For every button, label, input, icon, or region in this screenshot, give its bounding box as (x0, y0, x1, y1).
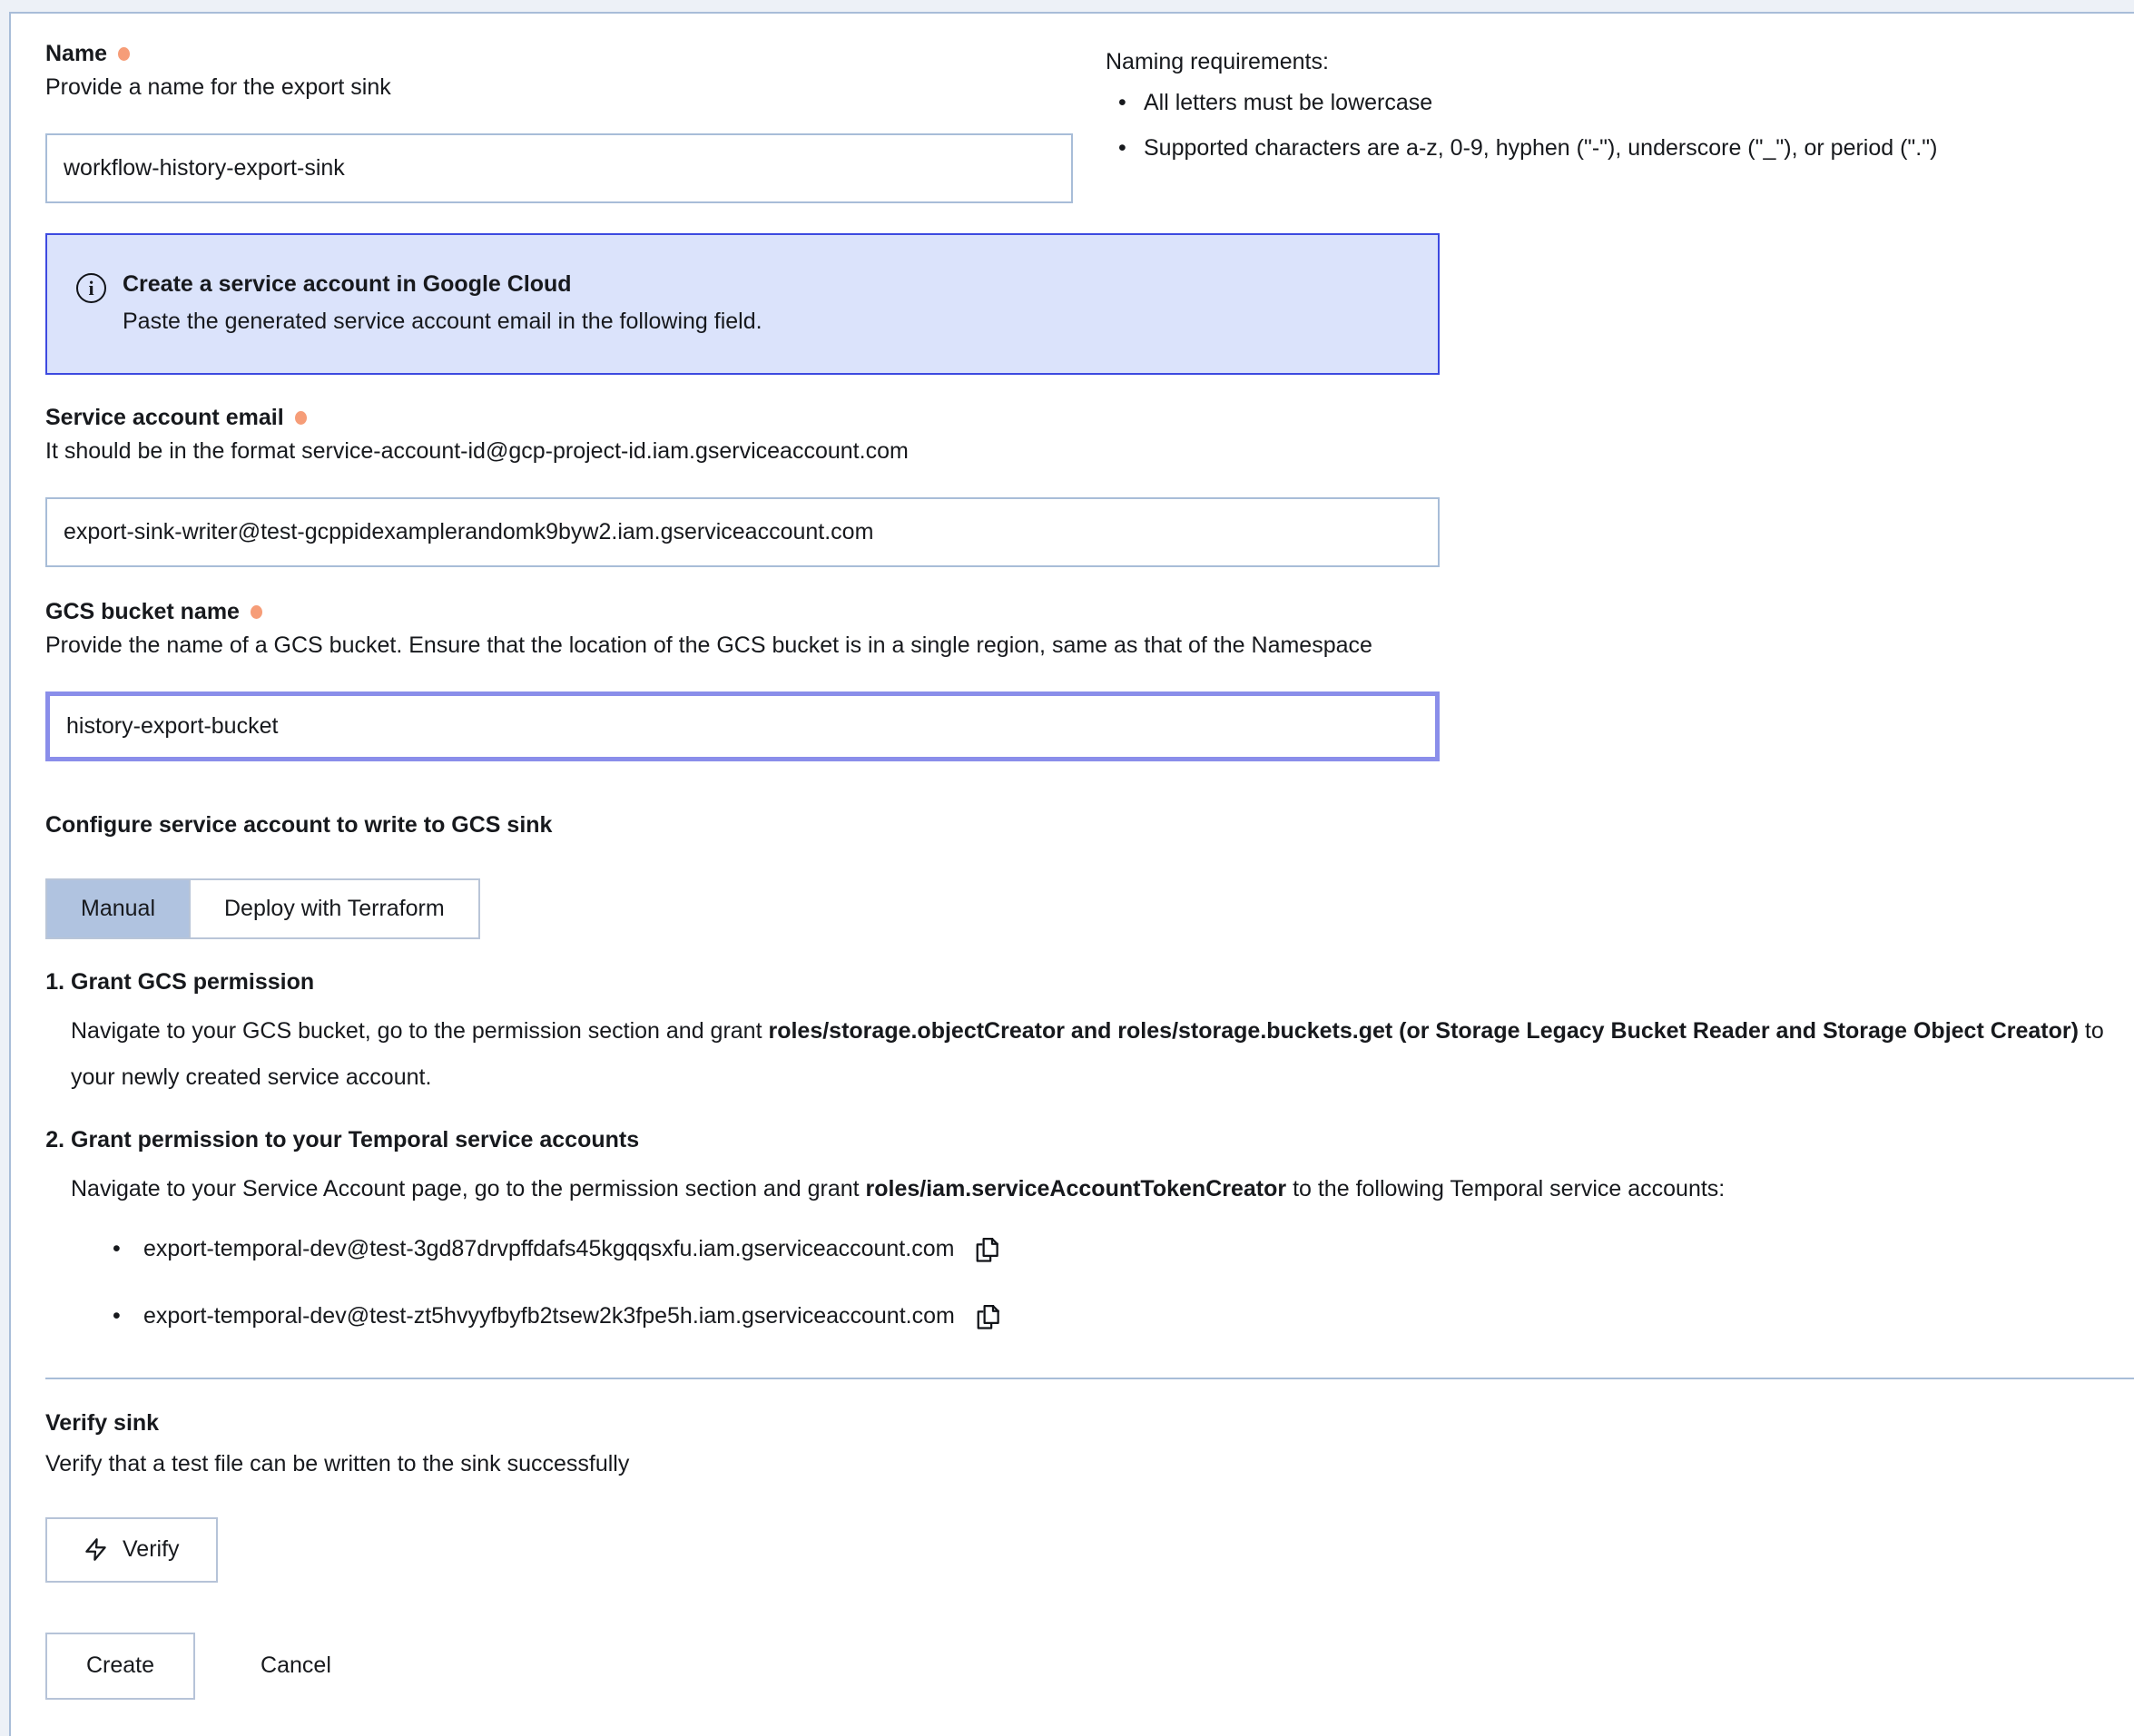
form-actions (45, 1633, 2134, 1700)
naming-requirements (1106, 41, 2134, 179)
cancel-button[interactable]: Cancel (261, 1653, 331, 1679)
gcs-bucket-label: GCS bucket name (45, 599, 240, 624)
step-body-bold-role: roles/iam.serviceAccountTokenCreator (865, 1175, 1287, 1201)
required-dot-icon (118, 47, 130, 61)
naming-requirement-item: • All letters must be lowercase (1116, 88, 2107, 119)
verify-button[interactable] (45, 1517, 218, 1583)
info-banner-text (123, 271, 762, 335)
copy-icon (974, 1236, 1001, 1263)
configure-section-title: Configure service account to write to GCS sink (45, 812, 553, 838)
verify-button-label: Verify (123, 1536, 180, 1563)
copy-icon (975, 1303, 1002, 1330)
service-account-info-banner (45, 233, 1440, 375)
service-account-email-label: Service account email (45, 405, 284, 430)
step-grant-gcs-permission (71, 969, 2107, 1102)
gcs-bucket-description: Provide the name of a GCS bucket. Ensure that the location of the GCS bucket is in a single region, same as that of the Namespace (45, 633, 1372, 658)
service-account-email-text: • export-temporal-dev@test-3gd87drvpffdafs45kgqqsxfu.iam.gserviceaccount.com (143, 1236, 955, 1262)
step-body-text: Navigate to your GCS bucket, go to the permission section and grant (71, 1018, 769, 1044)
info-banner-body: Paste the generated service account email in the following field. (123, 309, 762, 334)
gcs-bucket-section (45, 599, 2134, 761)
copy-button[interactable] (975, 1303, 1002, 1330)
name-input[interactable] (45, 133, 1073, 203)
service-account-email-label-row (45, 405, 2134, 431)
service-account-email-section (45, 405, 2134, 567)
service-account-email-description: It should be in the format service-account-id@gcp-project-id.iam.gserviceaccount.com (45, 438, 909, 464)
service-account-item (113, 1236, 2107, 1263)
naming-requirement-item: • Supported characters are a-z, 0-9, hyphen ("-"), underscore ("_"), or period (".") (1116, 133, 2107, 164)
info-banner-title: Create a service account in Google Cloud (123, 271, 572, 297)
step-title: 1. Grant GCS permission (71, 969, 315, 995)
create-button[interactable]: Create (45, 1633, 195, 1700)
temporal-service-accounts-list (71, 1236, 2107, 1330)
step-grant-temporal-permission (71, 1127, 2107, 1330)
step-body-bold-roles: roles/storage.objectCreator and roles/storage.buckets.get (or Storage Legacy Bucket Reader and Storage Object Creator) (768, 1018, 2079, 1044)
manual-steps-list (45, 969, 2134, 1330)
service-account-email-input[interactable] (45, 497, 1440, 567)
tab-deploy-with-terraform[interactable]: Deploy with Terraform (189, 880, 478, 937)
step-body (71, 1166, 2107, 1212)
name-and-requirements-row (45, 41, 2134, 203)
export-sink-form-panel (9, 12, 2134, 1736)
name-field-label: Name (45, 41, 108, 66)
tab-manual[interactable]: Manual (47, 880, 189, 937)
step-body-text: to the following Temporal service accounts: (1286, 1175, 1726, 1201)
configure-tabs (45, 878, 480, 939)
copy-button[interactable] (974, 1236, 1001, 1263)
service-account-email-text: • export-temporal-dev@test-zt5hvyyfbyfb2tsew2k3fpe5h.iam.gserviceaccount.com (143, 1303, 955, 1329)
step-body (71, 1008, 2107, 1102)
gcs-bucket-label-row (45, 599, 2134, 625)
required-dot-icon (295, 411, 307, 425)
step-body-text: Navigate to your Service Account page, go to the permission section and grant (71, 1175, 866, 1201)
verify-sink-description: Verify that a test file can be written to the sink successfully (45, 1450, 630, 1476)
name-field-description: Provide a name for the export sink (45, 74, 391, 100)
zap-icon (84, 1537, 108, 1562)
service-account-item (113, 1303, 2107, 1330)
name-field-label-row (45, 41, 1073, 67)
required-dot-icon (251, 605, 262, 619)
naming-requirements-list (1106, 88, 2107, 164)
info-icon (76, 273, 106, 303)
name-field-section (45, 41, 1073, 203)
gcs-bucket-input[interactable] (45, 691, 1440, 761)
step-title: 2. Grant permission to your Temporal service accounts (71, 1126, 640, 1152)
step-body-text: to your newly created service account. (71, 1018, 2104, 1091)
verify-sink-title: Verify sink (45, 1409, 160, 1436)
section-divider (45, 1378, 2134, 1379)
naming-requirements-title: Naming requirements: (1106, 49, 1329, 74)
